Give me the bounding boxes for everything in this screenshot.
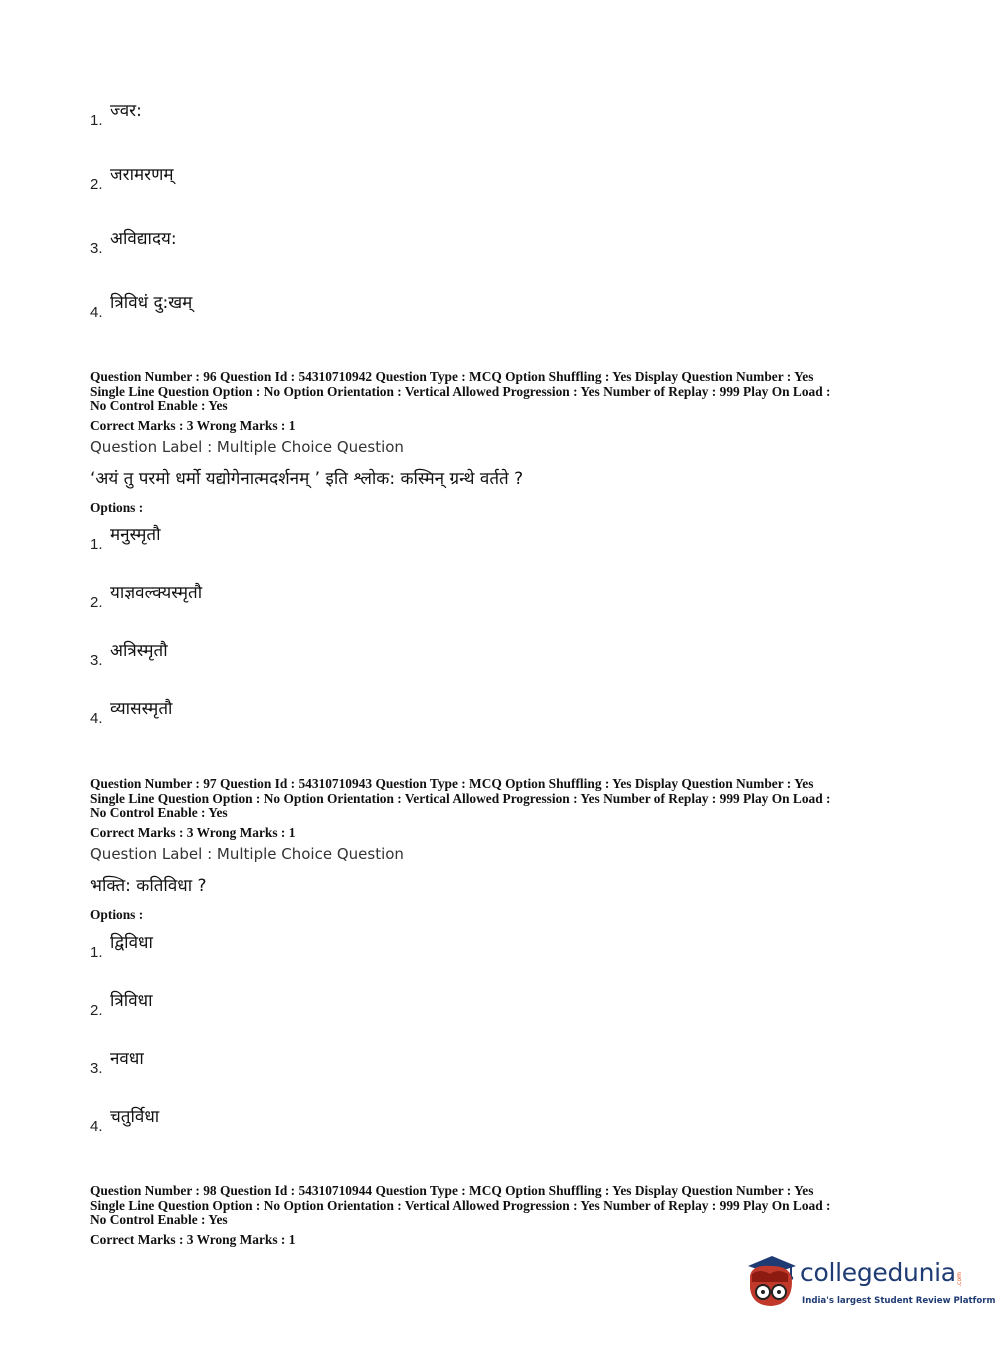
option-text: अत्रिस्मृतौ [110,641,168,661]
meta-line: Single Line Question Option : No Option Orientation : Vertical Allowed Progression : Yes Number of Replay : 999 Play On Load : [90,1197,831,1213]
option-text: चतुर्विधा [110,1107,160,1127]
option-number: 4. [90,710,103,727]
option-number: 2. [90,176,103,193]
option-number: 3. [90,240,103,257]
question-text: ‘अयं तु परमो धर्मो यद्योगेनात्मदर्शनम् ’ इति श्लोक: कस्मिन् ग्रन्थे वर्तते ? [90,469,524,489]
meta-line: No Control Enable : Yes [90,805,228,821]
option-text: अविद्यादय: [110,229,177,249]
option-number: 1. [90,536,103,553]
option-text: व्यासस्मृतौ [110,699,173,719]
option-number: 2. [90,1002,103,1019]
collegedunia-logo[interactable] [742,1252,996,1318]
options-label: Options : [90,907,144,922]
option-text: मनुस्मृतौ [110,525,161,545]
option-text: ज्वर: [110,101,142,121]
option-text: याज्ञवल्क्यस्मृतौ [110,583,203,603]
marks-line: Correct Marks : 3 Wrong Marks : 1 [90,825,296,840]
meta-line: No Control Enable : Yes [90,398,228,414]
meta-line: Single Line Question Option : No Option Orientation : Vertical Allowed Progression : Yes Number of Replay : 999 Play On Load : [90,383,831,399]
meta-line: Question Number : 96 Question Id : 54310710942 Question Type : MCQ Option Shuffling : Yes Display Question Number : Yes [90,369,814,384]
question-meta [90,370,920,414]
marks-line: Correct Marks : 3 Wrong Marks : 1 [90,418,296,433]
meta-line: No Control Enable : Yes [90,1212,228,1228]
option-text: त्रिविधं दु:खम् [110,293,193,313]
option-text: द्विविधा [110,933,153,953]
option-text: नवधा [110,1049,144,1069]
marks-line: Correct Marks : 3 Wrong Marks : 1 [90,1232,296,1247]
option-text: त्रिविधा [110,991,153,1011]
meta-line: Question Number : 98 Question Id : 54310710944 Question Type : MCQ Option Shuffling : Yes Display Question Number : Yes [90,1183,814,1198]
question-meta [90,1184,920,1228]
logo-brand: collegedunia [800,1258,956,1287]
option-number: 1. [90,112,103,129]
meta-line: Single Line Question Option : No Option Orientation : Vertical Allowed Progression : Yes Number of Replay : 999 Play On Load : [90,790,831,806]
option-number: 4. [90,304,103,321]
logo-tagline: India's largest Student Review Platform [802,1296,996,1306]
meta-line: Question Number : 97 Question Id : 54310710943 Question Type : MCQ Option Shuffling : Yes Display Question Number : Yes [90,776,814,791]
options-label: Options : [90,500,144,515]
option-number: 1. [90,944,103,961]
option-number: 3. [90,652,103,669]
question-label: Question Label : Multiple Choice Question [90,438,404,456]
question-meta [90,777,920,821]
question-label: Question Label : Multiple Choice Question [90,845,404,863]
mascot-icon [742,1252,800,1314]
option-number: 2. [90,594,103,611]
option-text: जरामरणम् [110,165,174,185]
logo-suffix: .com [956,1272,963,1287]
option-number: 3. [90,1060,103,1077]
question-text: भक्ति: कतिविधा ? [90,876,207,896]
option-number: 4. [90,1118,103,1135]
